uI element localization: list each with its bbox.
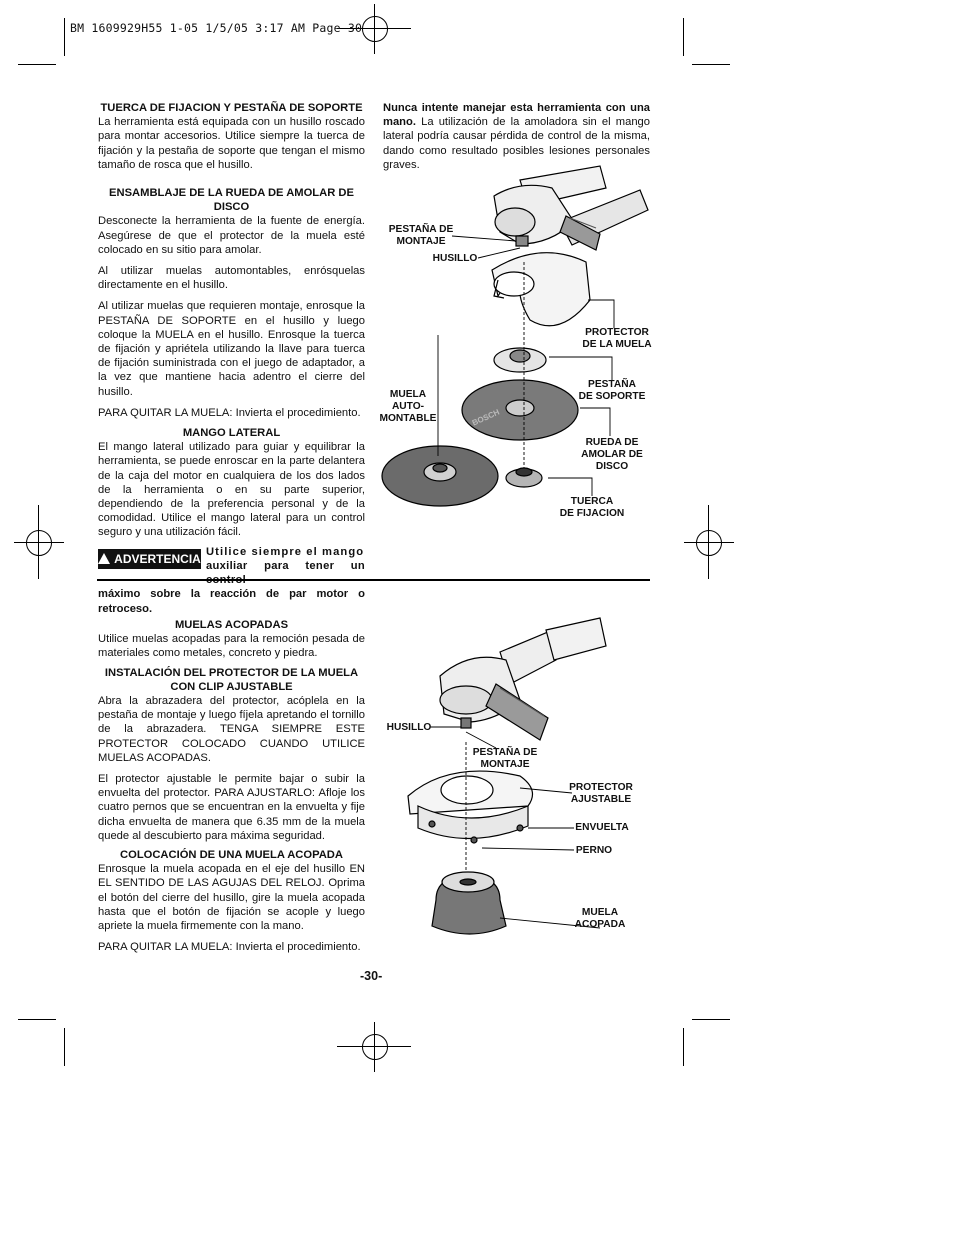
label-protector-ajustable: PROTECTOR AJUSTABLE [569,782,633,805]
paragraph: El mango lateral utilizado para guiar y equilibrar la herramienta, se puede enroscar en la parte delantera de la caja del motor en cualquiera de los dos lados de la herramienta o en su parte superior, dependiendo de la preferencia personal y de la comodidad. Utilice el mango lateral para un control seguro y una utilización fácil. [98,441,365,539]
page-number: -30- [360,969,383,983]
label-pestana-montaje-1: PESTAÑA DE MONTAJE [388,224,454,247]
heading-colocacion-muela: COLOCACIÓN DE UNA MUELA ACOPADA [120,849,343,862]
paragraph: PARA QUITAR LA MUELA: Invierta el procedimiento. [98,941,361,954]
warning-text: Utilice siempre el mango auxiliar para tener un máximo sobre la reacción de par motor o retroceso. [98,545,365,615]
heading-tuerca-fijacion: TUERCA DE FIJACION Y PESTAÑA DE SOPORTE [100,102,363,114]
paragraph: La herramienta está equipada con un husillo roscado para montar accesorios. Utilice siempre la tuerca de fijación y la pestaña de soporte que tengan el mismo tamaño de rosca que el husillo. [98,116,365,171]
label-rueda-amolar: RUEDA DE AMOLAR DE DISCO [581,437,643,472]
heading-mango-lateral: MANGO LATERAL [182,427,281,440]
label-protector-muela: PROTECTOR DE LA MUELA [582,327,652,350]
paragraph: Al utilizar muelas que requieren montaje, enrosque la PESTAÑA DE SOPORTE en el husillo y luego coloque la MUELA en el husillo. Enrosque la tuerca de fijación y apriétela utilizando la llave para tuerca de fijación suministrada con el juego de adaptador, a la vez que mantiene hacia adentro el cierre del husillo. [98,300,365,398]
paragraph: El protector ajustable le permite bajar o subir la envuelta del protector. PARA AJUSTARLO: Afloje los cuatro pernos que se encuentran en la envuelta y fije dicha envuelta de manera que 6.35 mm de la muela quede al descubierto para máxima seguridad. [98,773,365,842]
warning-badge: ADVERTENCIA [98,549,201,569]
label-husillo-2: HUSILLO [386,722,432,733]
paragraph: Al utilizar muelas automontables, enrósquelas directamente en el husillo. [98,265,365,292]
label-tuerca-fijacion: TUERCA DE FIJACION [559,496,625,519]
paragraph: Desconecte la herramienta de la fuente de energía. Asegúrese de que el protector de la muela esté colocado en su sitio para amolar. [98,215,365,256]
brand-mark-bosch: BOSCH [470,407,501,428]
print-slug: BM 1609929H55 1-05 1/5/05 3:17 AM Page 30 [70,21,363,35]
label-envuelta: ENVUELTA [575,822,629,833]
label-pestana-montaje-2: PESTAÑA DE MONTAJE [472,747,538,770]
heading-muelas-acopadas: MUELAS ACOPADAS [174,619,289,631]
label-husillo-1: HUSILLO [432,253,478,264]
heading-ensamblaje: ENSAMBLAJE DE LA RUEDA DE AMOLAR DE DISCO [109,187,354,214]
warning-paragraph: Nunca intente manejar esta herramienta con una mano. La utilización de la amoladora sin el mango lateral podría causar pérdida de control de la misma, dando como resultado posibles lesiones personales graves. [383,102,650,171]
paragraph: Enrosque la muela acopada en el eje del husillo EN EL SENTIDO DE LAS AGUJAS DEL RELOJ. Oprima el botón del cierre del husillo, gire la muela acopada hasta que el botón de fijación se acople y luego apriete la muela firmemente con la mano. [98,863,365,933]
paragraph: PARA QUITAR LA MUELA: Invierta el procedimiento. [98,406,361,419]
paragraph: Utilice muelas acopadas para la remoción pesada de materiales como metales, concreto y piedra. [98,633,365,660]
label-muela-automontable: MUELA AUTO- MONTABLE [379,389,437,424]
heading-instalacion-protector: INSTALACIÓN DEL PROTECTOR DE LA MUELA CON CLIP AJUSTABLE [104,666,359,693]
paragraph: Abra la abrazadera del protector, acóplela en la pestaña de montaje y luego fíjela apretando el tornillo de la abrazadera. TENGA SIEMPRE ESTE PROTECTOR COLOCADO CUANDO UTILICE MUELAS ACOPADAS. [98,695,365,764]
label-muela-acopada: MUELA ACOPADA [574,907,626,930]
label-pestana-soporte: PESTAÑA DE SOPORTE [578,379,646,402]
label-perno: PERNO [575,845,613,856]
